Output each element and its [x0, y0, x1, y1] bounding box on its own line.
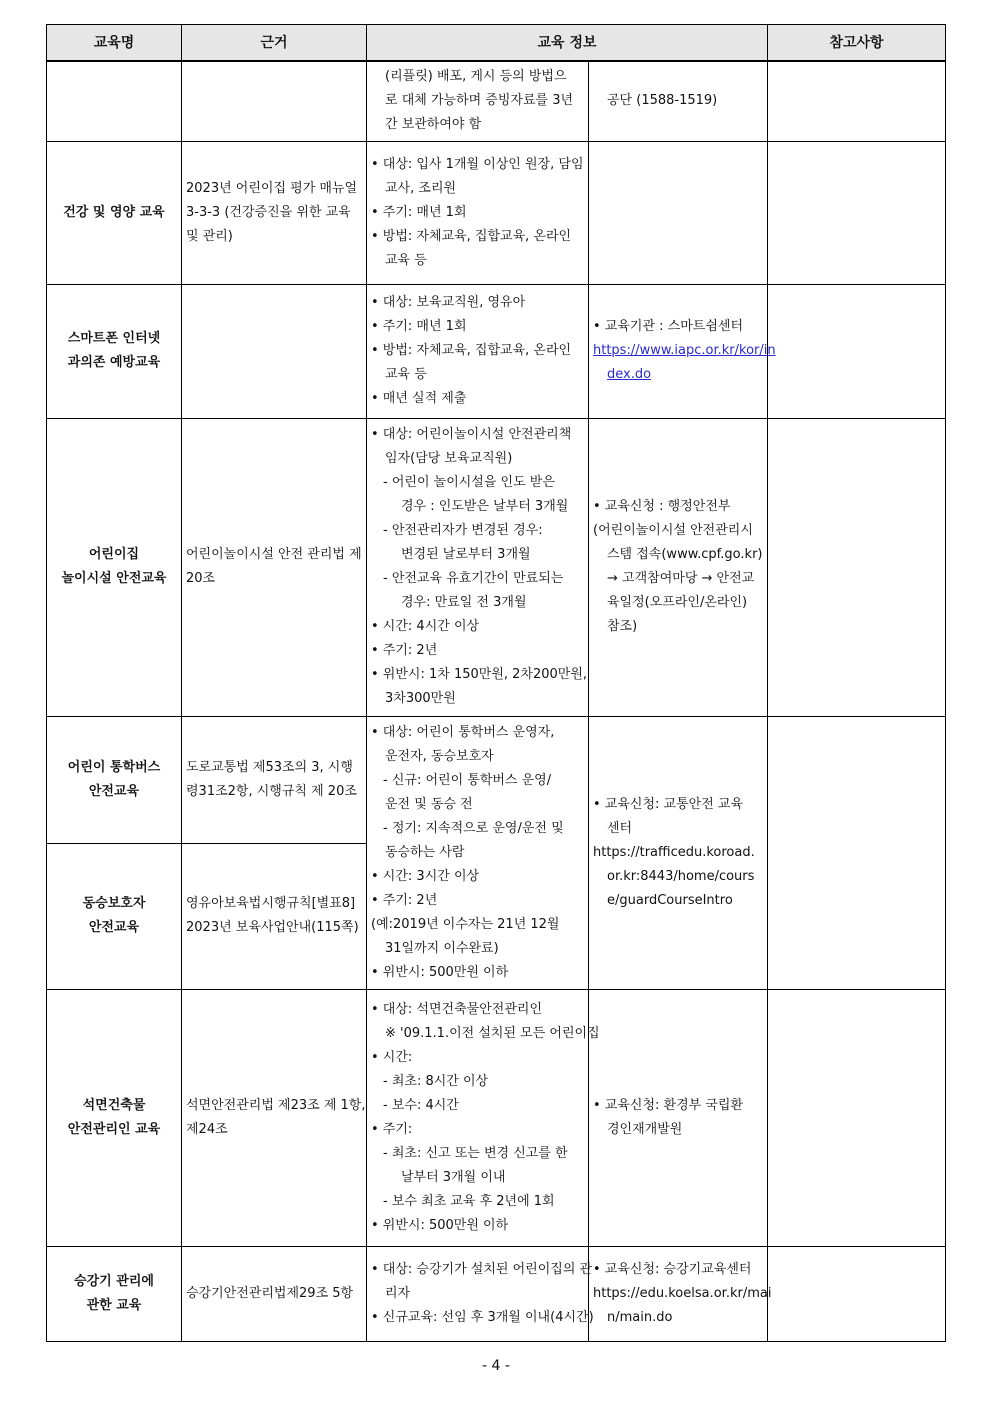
name-line: 석면건축물 — [82, 1097, 146, 1113]
ref-cell — [589, 989, 768, 1246]
table-row — [47, 1246, 946, 1341]
info-line: 임자(담당 보육교직원) — [385, 451, 513, 466]
info-line: 날부터 3개월 이내 — [401, 1169, 506, 1185]
info-line: • 주기: 매년 1회 — [371, 319, 467, 334]
basis-line: 령31조2항, 시행규칙 제 20조 — [186, 783, 357, 799]
info-line: • 방법: 자체교육, 집합교육, 온라인 — [371, 228, 572, 244]
info-line: 간 보관하여야 함 — [385, 117, 482, 133]
info-line: • 위반시: 500만원 이하 — [371, 964, 509, 980]
header-education-name: 교육명 — [47, 25, 182, 62]
ref-line: 경인재개발원 — [607, 1121, 683, 1137]
info-cell — [367, 1246, 594, 1341]
ref-line: • 교육신청 : 행정안전부 — [593, 499, 731, 514]
ref-line: n/main.do — [607, 1309, 673, 1325]
ref-line: 스템 접속(www.cpf.go.kr) — [607, 547, 763, 562]
info-line: • 대상: 입사 1개월 이상인 원장, 담임 — [371, 156, 584, 172]
info-line: 31일까지 이수완료) — [385, 940, 499, 956]
info-line: • 주기: 2년 — [371, 892, 438, 908]
smart-shim-center-link[interactable]: https://www.iapc.or.kr/kor/in — [593, 343, 776, 358]
info-line: • 주기: 매년 1회 — [371, 204, 467, 220]
name-cell — [47, 843, 182, 989]
info-line: 경우 : 인도받은 날부터 3개월 — [401, 499, 569, 514]
ref-line: https://trafficedu.koroad. — [593, 844, 755, 860]
info-line: - 정기: 지속적으로 운영/운전 및 — [383, 820, 564, 836]
notes-cell — [768, 61, 946, 141]
basis-cell — [182, 716, 367, 843]
info-cell — [367, 61, 589, 141]
info-line: • 신규교육: 선임 후 3개월 이내(4시간) — [371, 1309, 594, 1325]
name-line: 안전교육 — [88, 920, 140, 935]
info-line: - 최초: 8시간 이상 — [383, 1073, 489, 1089]
ref-line: 육일정(오프라인/온라인) — [607, 595, 748, 610]
ref-line: • 교육신청: 승강기교육센터 — [593, 1261, 752, 1277]
ref-line: • 교육신청: 환경부 국립환 — [593, 1097, 744, 1113]
ref-line: or.kr:8443/home/cours — [607, 868, 755, 884]
table-row — [47, 418, 946, 716]
info-line: 교사, 조리원 — [385, 180, 457, 196]
info-cell — [367, 989, 600, 1246]
name-line: 승강기 관리에 — [74, 1273, 154, 1289]
basis-cell — [182, 284, 367, 418]
name-line: 건강 및 영양 교육 — [63, 204, 165, 220]
info-line: • 대상: 어린이 통학버스 운영자, — [371, 724, 555, 740]
header-basis: 근거 — [182, 25, 367, 62]
name-cell — [47, 989, 182, 1246]
basis-cell — [182, 61, 367, 141]
info-line: 동승하는 사람 — [385, 844, 465, 860]
basis-cell — [182, 989, 367, 1246]
page-number: - 4 - — [482, 1358, 510, 1374]
info-line: • 위반시: 1차 150만원, 2차200만원, — [371, 667, 588, 682]
info-line: • 주기: — [371, 1121, 413, 1137]
basis-line: 제24조 — [186, 1121, 228, 1137]
name-line: 어린이집 — [88, 547, 140, 562]
ref-line: 참조) — [607, 619, 638, 634]
basis-line: 2023년 어린이집 평가 매뉴얼 — [186, 180, 358, 196]
info-line: • 대상: 어린이놀이시설 안전관리책 — [371, 427, 572, 442]
basis-line: 어린이놀이시설 안전 관리법 제 — [186, 547, 362, 562]
info-cell — [367, 418, 589, 716]
basis-line: 및 관리) — [186, 228, 233, 244]
notes-cell — [768, 418, 946, 716]
basis-line: 2023년 보육사업안내(115쪽) — [186, 920, 359, 935]
name-cell — [47, 141, 182, 284]
basis-cell — [182, 418, 367, 716]
name-line: 과의존 예방교육 — [67, 355, 161, 370]
education-table — [46, 24, 946, 1342]
basis-line: 20조 — [186, 571, 216, 586]
basis-line: 도로교통법 제53조의 3, 시행 — [186, 759, 353, 775]
table-row — [47, 989, 946, 1246]
info-cell — [367, 284, 589, 418]
table-header-row — [47, 25, 946, 62]
name-cell — [47, 1246, 182, 1341]
name-line: 안전교육 — [88, 783, 140, 799]
name-line: 동승보호자 — [82, 896, 146, 911]
ref-line: (어린이놀이시설 안전관리시 — [593, 523, 753, 538]
info-line: 운전자, 동승보호자 — [385, 748, 494, 764]
info-cell — [367, 141, 589, 284]
info-line: • 대상: 보육교직원, 영유아 — [371, 295, 526, 310]
info-line: - 어린이 놀이시설을 인도 받은 — [383, 475, 555, 490]
info-line: ※ '09.1.1.이전 설치된 모든 어린이집 — [385, 1025, 600, 1041]
header-notes: 참고사항 — [768, 25, 946, 62]
info-line: • 시간: 3시간 이상 — [371, 868, 480, 884]
header-education-info: 교육 정보 — [367, 25, 768, 62]
info-line: (예:2019년 이수자는 21년 12월 — [371, 916, 560, 932]
name-cell — [47, 716, 182, 843]
basis-line: 3-3-3 (건강증진을 위한 교육 — [186, 204, 351, 220]
ref-line: 센터 — [607, 820, 633, 836]
ref-line: 공단 (1588-1519) — [607, 93, 718, 109]
ref-cell — [589, 716, 768, 989]
info-line: - 최초: 신고 또는 변경 신고를 한 — [383, 1145, 568, 1161]
info-line: 교육 등 — [385, 367, 427, 382]
name-line: 스마트폰 인터넷 — [67, 331, 161, 346]
name-line: 관한 교육 — [86, 1297, 142, 1313]
table-row — [47, 141, 946, 284]
basis-line: 석면안전관리법 제23조 제 1항, — [186, 1097, 366, 1113]
info-line: • 시간: — [371, 1049, 413, 1065]
table-row — [47, 61, 946, 141]
ref-line: https://edu.koelsa.or.kr/mai — [593, 1285, 772, 1301]
info-line: - 신규: 어린이 통학버스 운영/ — [383, 772, 552, 788]
ref-cell — [589, 284, 776, 418]
ref-cell — [589, 418, 768, 716]
info-line: • 대상: 승강기가 설치된 어린이집의 관 — [371, 1261, 593, 1277]
name-line: 놀이시설 안전교육 — [61, 571, 167, 586]
info-line: 로 대체 가능하며 증빙자료를 3년 — [385, 93, 574, 109]
name-line: 안전관리인 교육 — [67, 1121, 161, 1137]
name-cell — [47, 418, 182, 716]
table-row — [47, 284, 946, 418]
smart-shim-center-link[interactable]: dex.do — [607, 367, 652, 382]
info-line: 3차300만원 — [385, 691, 456, 706]
notes-cell — [768, 1246, 946, 1341]
info-line: • 방법: 자체교육, 집합교육, 온라인 — [371, 343, 572, 358]
notes-cell — [768, 716, 946, 989]
info-line: 경우: 만료일 전 3개월 — [401, 595, 527, 610]
basis-cell — [182, 843, 367, 989]
name-cell — [47, 284, 182, 418]
info-line: • 매년 실적 제출 — [371, 391, 467, 406]
notes-cell — [768, 989, 946, 1246]
ref-line: → 고객참여마당 → 안전교 — [607, 571, 755, 586]
info-cell — [367, 716, 589, 989]
info-line: 운전 및 동승 전 — [385, 796, 473, 812]
ref-line: e/guardCourseIntro — [607, 892, 733, 908]
ref-cell — [589, 1246, 772, 1341]
info-line: - 안전교육 유효기간이 만료되는 — [383, 571, 564, 586]
basis-cell — [182, 1246, 367, 1341]
ref-line: • 교육기관 : 스마트쉼센터 — [593, 319, 744, 334]
name-line: 어린이 통학버스 — [67, 759, 161, 775]
ref-line: • 교육신청: 교통안전 교육 — [593, 796, 744, 812]
info-line: • 주기: 2년 — [371, 643, 438, 658]
info-line: 변경된 날로부터 3개월 — [401, 547, 531, 562]
info-line: (리플릿) 배포, 게시 등의 방법으 — [385, 69, 567, 85]
info-line: - 안전관리자가 변경된 경우: — [383, 523, 543, 538]
info-line: • 시간: 4시간 이상 — [371, 619, 480, 634]
info-line: 교육 등 — [385, 252, 427, 268]
table-row — [47, 716, 946, 843]
basis-line: 승강기안전관리법제29조 5항 — [186, 1285, 354, 1301]
ref-cell — [589, 61, 768, 141]
info-line: • 대상: 석면건축물안전관리인 — [371, 1001, 543, 1017]
basis-cell — [182, 141, 367, 284]
notes-cell — [768, 284, 946, 418]
notes-cell — [768, 141, 946, 284]
info-line: • 위반시: 500만원 이하 — [371, 1217, 509, 1233]
info-line: 리자 — [385, 1285, 411, 1301]
info-line: - 보수 최초 교육 후 2년에 1회 — [383, 1193, 555, 1209]
ref-cell — [589, 141, 768, 284]
basis-line: 영유아보육법시행규칙[별표8] — [186, 896, 356, 911]
name-cell — [47, 61, 182, 141]
info-line: - 보수: 4시간 — [383, 1097, 459, 1113]
